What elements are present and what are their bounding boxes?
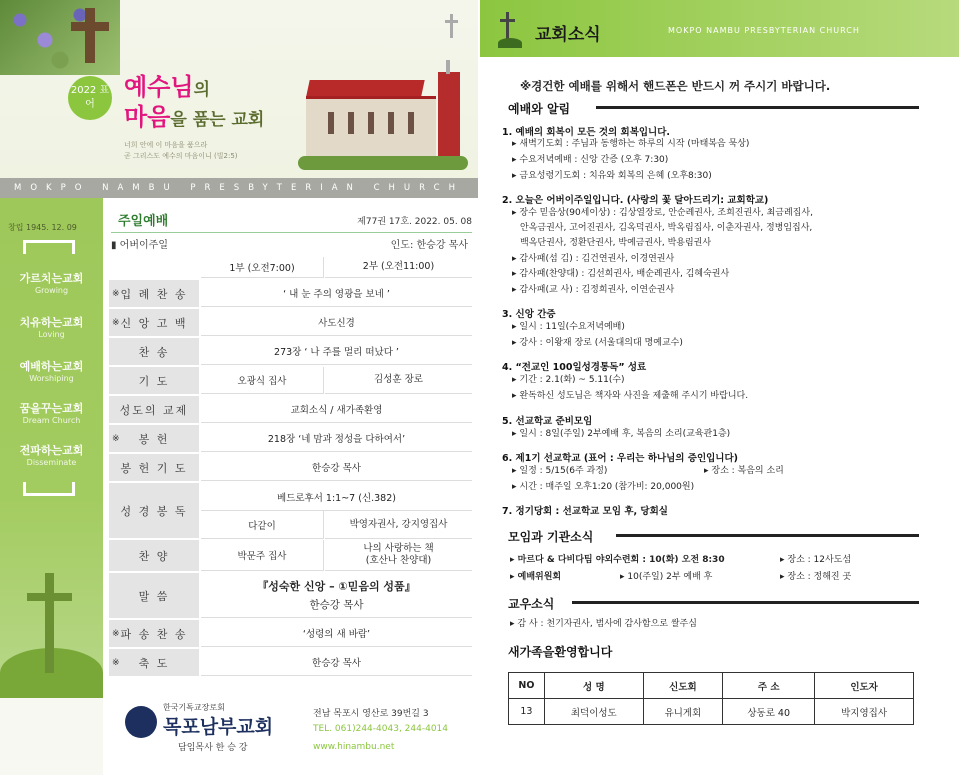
- sunday-name: ▮ 어버이주일: [111, 240, 168, 251]
- order-row: ※ 입 례 찬 송 ‘ 내 눈 주의 영광을 보네 ’: [109, 279, 472, 307]
- sidebar-item-disseminate: 전파하는교회 Disseminate: [19, 444, 84, 467]
- service1: 1부 (오전7:00): [201, 257, 324, 278]
- col-header: 인도자: [815, 673, 914, 699]
- bullet: ▸ 수요저녁예배 : 신앙 간증 (오후 7:30): [512, 155, 669, 165]
- verse: 너희 안에 이 마음을 품으라 곧 그리스도 예수의 마음이니 (빌2:5): [124, 141, 238, 160]
- bullet: ▸ 감사패(교 사) : 김정희권사, 이연순권사: [512, 285, 675, 295]
- sidebar-item-growing: 가르치는교회 Growing: [19, 272, 84, 295]
- bracket-bottom: [23, 482, 75, 496]
- sidebar-item-loving: 치유하는교회 Loving: [19, 316, 84, 339]
- left-footer: [103, 688, 478, 775]
- pastor: 담임목사 한 승 강: [178, 743, 248, 753]
- service-times: [109, 256, 472, 278]
- section-rule: [596, 106, 919, 109]
- worship-order: [103, 198, 478, 688]
- bracket-top: [23, 240, 75, 254]
- cross-icon: [450, 14, 453, 38]
- left-page: [0, 0, 478, 775]
- order-title: 주일예배: [118, 214, 169, 229]
- order-row: ※ 봉 헌 218장 ‘네 맘과 정성을 다하여서’: [109, 424, 472, 452]
- phone-notice: ※경건한 예배를 위해서 핸드폰은 반드시 꺼 주시기 바랍니다.: [520, 79, 831, 93]
- order-row: ※ 신 앙 고 백 사도신경: [109, 308, 472, 336]
- newcomer-table: [508, 672, 914, 725]
- order-row: 기 도 오광식 집사 김성훈 장로: [109, 366, 472, 394]
- order-row: 성도의 교제 교회소식 / 새가족환영: [109, 395, 472, 423]
- header-english: MOKPO NAMBU PRESBYTERIAN CHURCH: [668, 26, 860, 35]
- order-row: 봉 헌 기 도 한승강 목사: [109, 453, 472, 481]
- hill-icon: [498, 38, 522, 48]
- issue-number: 제77권 17호. 2022. 05. 08: [357, 217, 472, 227]
- bullet: ▸ 감사패(찬양대) : 김선희권사, 배순례권사, 김혜숙권사: [512, 269, 730, 279]
- order-row: ※ 파 송 찬 송 ‘성령의 새 바람’: [109, 619, 472, 647]
- church-building-image: [298, 60, 468, 170]
- order-row: 성 경 봉 독 베드로후서 1:1~7 (신.382) 다같이 박영자권사, 강지영집사: [109, 482, 472, 538]
- news-header: [480, 0, 959, 57]
- col-header: 주 소: [723, 673, 815, 699]
- col-header: 성 명: [544, 673, 643, 699]
- bullet: ▸ 일시 : 8일(주일) 2부예배 후, 복음의 소리(교육관1층): [512, 429, 731, 439]
- section-heading: 예배와 알림: [508, 102, 571, 116]
- order-row: ※ 축 도 한승강 목사: [109, 648, 472, 676]
- denomination: 한국기독교장로회: [163, 703, 225, 712]
- cell: 13: [509, 699, 545, 725]
- bullet: ▸ 장소 : 정해진 곳: [780, 572, 852, 582]
- bullet: ▸ 장소 : 12사도섬: [780, 555, 852, 565]
- bullet: ▸ 일정 : 5/15(6주 과정): [512, 466, 608, 476]
- founded-date: 창립 1945. 12. 09: [8, 223, 77, 232]
- col-header: NO: [509, 673, 545, 699]
- sidebar: [0, 198, 103, 698]
- news-title: 교회소식: [535, 25, 601, 45]
- flower-image: [0, 0, 120, 75]
- address: 전남 목포시 영산로 39번길 3: [313, 709, 429, 719]
- church-name-band: MOKPO NAMBU PRESBYTERIAN CHURCH: [0, 178, 478, 198]
- order-row: 찬 송 273장 ‘ 나 주를 멀리 떠났다 ’: [109, 337, 472, 365]
- bullet: ▸ 마르다 & 다비다팀 야외수련회 : 10(화) 오전 8:30: [510, 555, 725, 565]
- bullet: ▸ 감사패(섬 김) : 김건연권사, 이경연권사: [512, 254, 675, 264]
- order-row: 말 씀 『성숙한 신앙 – ①믿음의 성품』 한승강 목사: [109, 572, 472, 618]
- bullet: ▸ 금요성령기도회 : 치유와 회복의 은혜 (오후8:30): [512, 171, 712, 181]
- item-heading: 4. “전교인 100일성경통독” 성료: [502, 362, 647, 373]
- bullet: ▸ 감 사 : 천기자권사, 범사에 감사함으로 쌀주심: [510, 619, 697, 629]
- year-badge: 2022 표 어: [68, 76, 112, 120]
- bullet: ▸ 새벽기도회 : 주님과 동행하는 하루의 시작 (마태복음 묵상): [512, 139, 750, 149]
- bullet: ▸ 장수 믿음상(90세이상) : 김상열장로, 안순례권사, 조희진권사, 최금례집사,: [512, 208, 813, 218]
- bullet: 백옥단권사, 정환단권사, 박예금권사, 박용림권사: [520, 238, 712, 248]
- cell: 박지영집사: [815, 699, 914, 725]
- section-rule: [616, 534, 919, 537]
- sidebar-item-dream: 꿈을꾸는교회 Dream Church: [19, 402, 84, 425]
- church-name: 목포남부교회: [163, 716, 274, 738]
- bullet: ▸ 장소 : 복음의 소리: [704, 466, 784, 476]
- bullet: ▸ 강사 : 이왕재 장로 (서울대의대 명예교수): [512, 338, 683, 348]
- section-heading: 모임과 기관소식: [508, 530, 594, 544]
- bullet: ▸ 일시 : 11일(수요저녁예배): [512, 322, 625, 332]
- banner: [0, 0, 478, 178]
- section-rule: [572, 601, 919, 604]
- wooden-cross-icon: [85, 8, 95, 63]
- item-heading: 7. 정기당회 : 선교학교 모임 후, 당회실: [502, 506, 668, 517]
- cell: 상동로 40: [723, 699, 815, 725]
- table-row: [509, 699, 914, 725]
- bullet: ▸ 예배위원회: [510, 572, 562, 582]
- bullet: ▸ 10(주일) 2부 예배 후: [620, 572, 713, 582]
- website-link[interactable]: www.hinambu.net: [313, 742, 395, 752]
- item-heading: 3. 신앙 간증: [502, 309, 556, 320]
- service2: 2부 (오전11:00): [325, 257, 472, 278]
- item-heading: 2. 오늘은 어버이주일입니다. (사랑의 꽃 달아드리기: 교회학교): [502, 195, 769, 206]
- bullet: ▸ 완독하신 성도님은 책자와 사진을 제출해 주시기 바랍니다.: [512, 391, 749, 401]
- cell: 유니게회: [643, 699, 722, 725]
- section-heading: 교우소식: [508, 597, 555, 611]
- leader: 인도: 한승강 목사: [390, 240, 468, 251]
- table-header: [509, 673, 914, 699]
- church-logo-icon: [125, 706, 157, 738]
- cross-icon: [506, 12, 509, 40]
- section-heading: 새가족을환영합니다: [508, 645, 613, 659]
- item-heading: 1. 예배의 회복이 모든 것의 회복입니다.: [502, 127, 671, 138]
- item-heading: 6. 제1기 선교학교 (표어 : 우리는 하나님의 증인입니다): [502, 453, 739, 464]
- cell: 최덕이성도: [544, 699, 643, 725]
- title-line1: 예수님의: [124, 73, 210, 101]
- item-heading: 5. 선교학교 준비모임: [502, 416, 593, 427]
- bullet: ▸ 시간 : 매주일 오후1:20 (참가비: 20,000원): [512, 482, 695, 492]
- phone: TEL. 061)244-4043, 244-4014: [313, 724, 448, 734]
- bullet: ▸ 기간 : 2.1(화) ~ 5.11(수): [512, 375, 625, 385]
- cross-icon: [45, 573, 54, 673]
- right-page: [480, 0, 959, 775]
- col-header: 신도회: [643, 673, 722, 699]
- sidebar-item-worshiping: 예배하는교회 Worshiping: [19, 360, 84, 383]
- bullet: 안옥금권사, 고어진권사, 김옥덕권사, 박옥림집사, 이춘자권사, 정병임집사,: [520, 223, 813, 233]
- title-line2: 마음을 품는 교회: [124, 103, 265, 131]
- order-row: 찬 양 박문주 집사 나의 사랑하는 책 (호산나 찬양대): [109, 539, 472, 571]
